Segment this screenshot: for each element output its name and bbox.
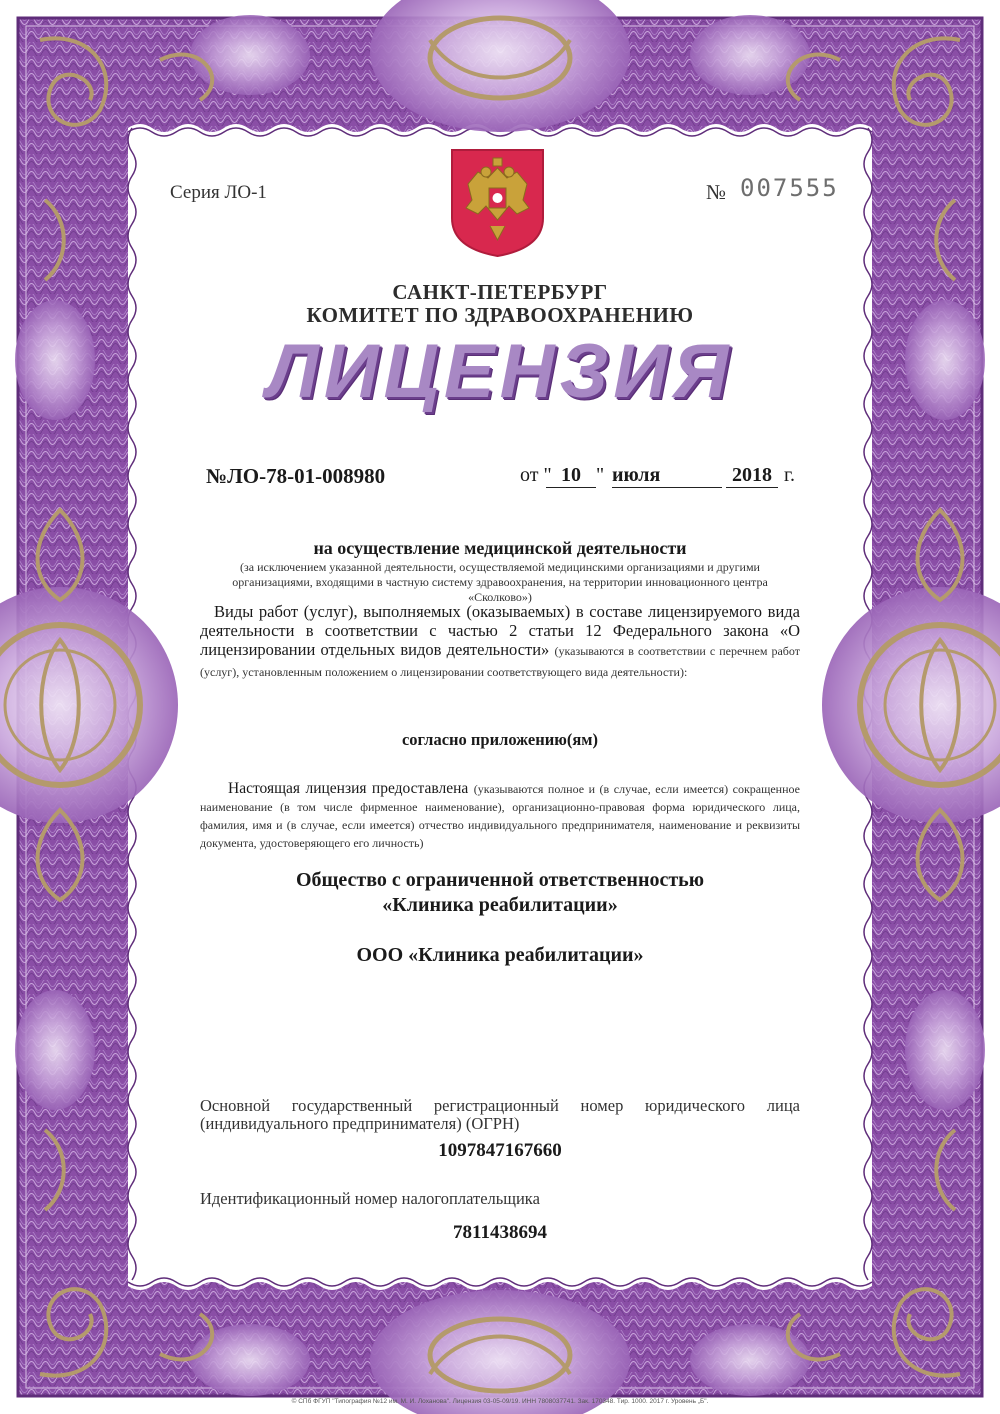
ogrn-label: Основной государственный регистрационный номер юридического лица (индивидуального предпринимателя) (ОГРН) (200, 1096, 800, 1133)
document-title: ЛИЦЕНЗИЯ (266, 329, 734, 414)
inn-label: Идентификационный номер налогоплательщика (200, 1189, 540, 1208)
ogrn-value: 1097847167660 (438, 1140, 562, 1161)
granted-paragraph (200, 780, 800, 852)
license-day: 10 (546, 464, 596, 488)
series-label: Серия ЛО-1 (170, 182, 267, 203)
printer-footer: © СПб ФГУП "Типография №12 им. М. И. Лоханова". Лицензия 03-05-09/19. ИНН 7808037741. Зак. 170348. Тир. 1000. 2017 г. Уровень „Б". (291, 1398, 709, 1405)
works-paragraph (200, 602, 800, 682)
granted-text: Настоящая лицензия предоставлена (228, 780, 469, 797)
coat-of-arms-icon (450, 148, 545, 258)
license-year-suffix: г. (784, 464, 795, 486)
form-number-label: № (706, 180, 727, 204)
rosette-left (0, 587, 178, 823)
license-month: июля (612, 464, 722, 488)
issuer-committee: КОМИТЕТ ПО ЗДРАВООХРАНЕНИЮ (306, 303, 694, 327)
organization-full-line1: Общество с ограниченной ответственностью (295, 869, 705, 891)
issuer-city: САНКТ-ПЕТЕРБУРГ (392, 280, 608, 304)
license-year: 2018 (726, 464, 778, 488)
form-number-value: 007555 (740, 174, 839, 202)
inn-value: 7811438694 (453, 1222, 547, 1243)
granted-note: (указываются полное и (в случае, если имеется) сокращенное наименование (в том числе фирменное наименование), организационно-правовая форма юридического лица, фамилия, имя и (в случае, если имеется) отчество индивидуального предпринимателя, наименование и реквизиты документа, удостоверяющего его личность) (200, 782, 801, 850)
works-text: Виды работ (услуг), выполняемых (оказываемых) в составе лицензируемого вида деятельности в соответствии с частью 2 статьи 12 Федерального закона «О лицензировании отдельных видов деятельности» (200, 602, 800, 659)
organization-short-name: ООО «Клиника реабилитации» (356, 944, 644, 966)
organization-full-name (0, 868, 1000, 918)
license-day-close-quote: " (596, 464, 605, 486)
appendix-reference: согласно приложению(ям) (401, 730, 599, 749)
organization-full-line2: «Клиника реабилитации» (382, 894, 618, 916)
activity-note: (за исключением указанной деятельности, осуществляемой медицинскими организациями и другими организациями, входящими в частную систему здравоохранения, на территории инновационного центра «Сколково») (232, 560, 768, 604)
license-number: №ЛО-78-01-008980 (206, 464, 386, 488)
works-note: (указываются в соответствии с перечнем работ (услуг), установленным положением о лицензировании соответствующего вида деятельности): (200, 644, 800, 679)
license-date-label: от " (520, 464, 552, 486)
rosette-right (822, 587, 1000, 823)
activity-title: на осуществление медицинской деятельности (313, 538, 687, 558)
